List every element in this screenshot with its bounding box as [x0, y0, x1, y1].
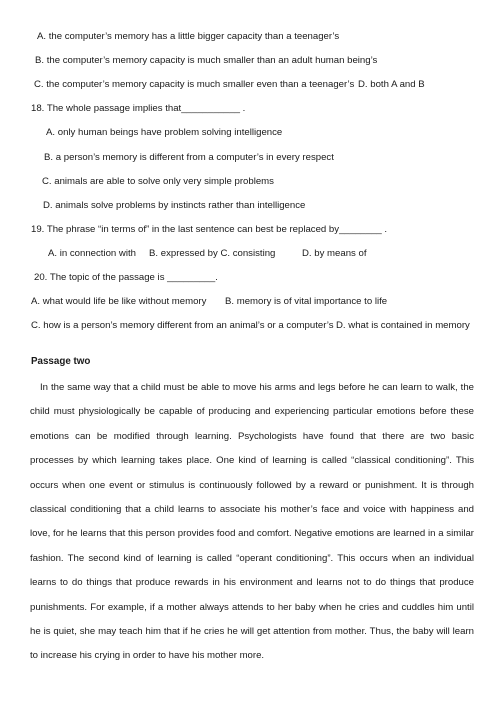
- passage-two-heading: Passage two: [31, 356, 91, 367]
- q17-option-a: A. the computer’s memory has a little bigger capacity than a teenager’s: [37, 31, 340, 42]
- q20-option-b: B. memory is of vital importance to life: [225, 296, 388, 307]
- q20-option-c: C. how is a person’s memory different from an animal’s or a computer’s: [31, 320, 334, 331]
- q19-option-a: A. in connection with: [48, 248, 136, 259]
- q19-stem: 19. The phrase “in terms of” in the last sentence can best be replaced by________ .: [31, 224, 388, 235]
- q17-option-b: B. the computer’s memory capacity is much smaller than an adult human being’s: [35, 55, 378, 66]
- q17-option-d: D. both A and B: [358, 79, 425, 90]
- q18-option-d: D. animals solve problems by instincts rather than intelligence: [43, 200, 306, 211]
- q18-stem: 18. The whole passage implies that___________ .: [31, 103, 246, 114]
- q17-option-c: C. the computer’s memory capacity is much smaller even than a teenager’s: [34, 79, 355, 90]
- q18-option-b: B. a person’s memory is different from a computer’s in every respect: [44, 152, 334, 163]
- q20-option-a: A. what would life be like without memory: [31, 296, 207, 307]
- q18-option-a: A. only human beings have problem solving intelligence: [46, 127, 283, 138]
- q18-option-c: C. animals are able to solve only very simple problems: [42, 176, 274, 187]
- q20-option-d: D. what is contained in memory: [336, 320, 470, 331]
- passage-two-text: In the same way that a child must be able to move his arms and legs before he can learn to walk, the child must physiologically be capable of producing and experiencing particular emotions before these emotions can be modified through learning. Psychologists have found that there are two basic processes by which learning takes place. One kind of learning is called “classical conditioning”. This occurs when one event or stimulus is continuously followed by a reward or punishment. It is through classical conditioning that a child learns to associate his mother’s face and voice with happiness and love, for he learns that this person provides food and comfort. Negative emotions are learned in a similar fashion. The second kind of learning is called “operant conditioning”. This occurs when an individual learns to do things that produce rewards in his environment and learns not to do things that produce punishments. For example, if a mother always attends to her baby when he cries and cuddles him until he is quiet, she may teach him that if he cries he will get attention from mother. Thus, the baby will learn to increase his crying in order to have his mother more.: [30, 382, 474, 662]
- q20-stem: 20. The topic of the passage is _________.: [34, 272, 218, 283]
- q19-option-bc: B. expressed by C. consisting: [149, 248, 276, 259]
- q19-option-d: D. by means of: [302, 248, 367, 259]
